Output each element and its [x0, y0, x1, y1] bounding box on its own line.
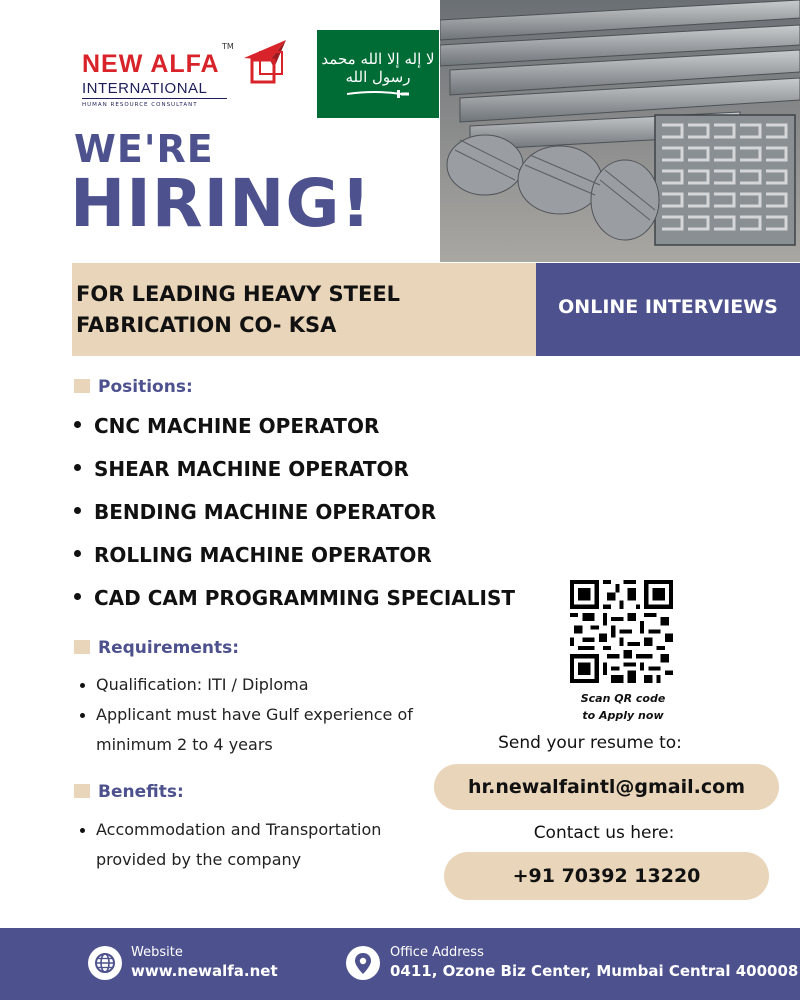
logo-brand-name: NEW ALFA — [82, 50, 220, 78]
bullet-icon — [80, 683, 85, 688]
square-bullet-icon — [74, 379, 90, 393]
bullet-icon — [74, 593, 81, 600]
requirement-text: Applicant must have Gulf experience of minimum 2 to 4 years — [96, 705, 413, 754]
footer — [0, 928, 800, 1000]
steel-beams-illustration — [440, 0, 800, 262]
office-label: Office Address — [390, 945, 484, 960]
position-label: CNC MACHINE OPERATOR — [94, 414, 380, 438]
bullet-icon — [74, 421, 81, 428]
online-interviews-label: ONLINE INTERVIEWS — [558, 296, 778, 318]
website-link[interactable]: www.newalfa.net — [131, 962, 278, 980]
bullet-icon — [80, 828, 85, 833]
position-item — [70, 457, 515, 500]
benefit-item — [74, 815, 384, 875]
requirements-heading — [74, 638, 239, 658]
interview-banner — [536, 263, 800, 356]
positions-list — [70, 414, 515, 629]
company-banner — [72, 263, 536, 356]
position-label: CAD CAM PROGRAMMING SPECIALIST — [94, 586, 516, 610]
position-item — [70, 500, 515, 543]
bullet-icon — [74, 464, 81, 471]
logo-trademark: TM — [222, 42, 234, 51]
benefit-text: Accommodation and Transportation provided by the company — [96, 820, 382, 869]
company-logo — [72, 30, 302, 120]
steel-beams-photo — [440, 0, 800, 262]
position-label: ROLLING MACHINE OPERATOR — [94, 543, 432, 567]
flag-shahada: لا إله إلا الله محمد رسول الله — [321, 50, 435, 86]
qr-caption-line-1: Scan QR code — [580, 692, 666, 705]
positions-heading — [74, 377, 193, 397]
qr-caption-line-2: to Apply now — [582, 709, 664, 722]
location-pin-icon — [346, 946, 380, 980]
office-address: 0411, Ozone Biz Center, Mumbai Central 400008 — [390, 962, 799, 980]
requirement-text: Qualification: ITI / Diploma — [96, 675, 309, 694]
position-item — [70, 414, 515, 457]
bullet-icon — [74, 507, 81, 514]
requirement-item — [74, 700, 426, 760]
email-link[interactable]: hr.newalfaintl@gmail.com — [434, 764, 779, 810]
square-bullet-icon — [74, 640, 90, 654]
banner-line-1: FOR LEADING HEAVY STEEL — [76, 282, 401, 306]
qr-code[interactable] — [570, 580, 673, 683]
qr-code-icon — [570, 580, 673, 683]
position-item — [70, 543, 515, 586]
banner-line-2: FABRICATION CO- KSA — [76, 313, 337, 337]
logo-mark-icon — [240, 38, 290, 88]
qr-caption — [555, 690, 691, 724]
benefits-list — [74, 815, 384, 875]
globe-icon — [88, 946, 122, 980]
banner-company-text — [76, 279, 400, 341]
bullet-icon — [80, 713, 85, 718]
requirements-heading-text: Requirements: — [98, 638, 240, 658]
send-resume-label: Send your resume to: — [498, 733, 682, 753]
requirements-list — [74, 670, 434, 760]
contact-label: Contact us here: — [533, 823, 675, 843]
benefits-heading — [74, 782, 184, 802]
bullet-icon — [74, 550, 81, 557]
position-label: BENDING MACHINE OPERATOR — [94, 500, 437, 524]
headline-were: WE'RE — [74, 127, 214, 171]
website-label: Website — [131, 945, 183, 960]
positions-heading-text: Positions: — [98, 377, 193, 397]
saudi-flag — [317, 30, 439, 118]
phone-link[interactable]: +91 70392 13220 — [444, 852, 769, 900]
requirement-item — [74, 670, 434, 700]
square-bullet-icon — [74, 784, 90, 798]
position-item — [70, 586, 515, 629]
logo-tagline: HUMAN RESOURCE CONSULTANT — [82, 102, 198, 108]
logo-subtitle: INTERNATIONAL — [82, 80, 208, 97]
headline-hiring: HIRING! — [70, 165, 372, 242]
benefits-heading-text: Benefits: — [98, 782, 184, 802]
logo-divider — [82, 98, 227, 99]
sword-icon — [345, 88, 411, 100]
position-label: SHEAR MACHINE OPERATOR — [94, 457, 409, 481]
